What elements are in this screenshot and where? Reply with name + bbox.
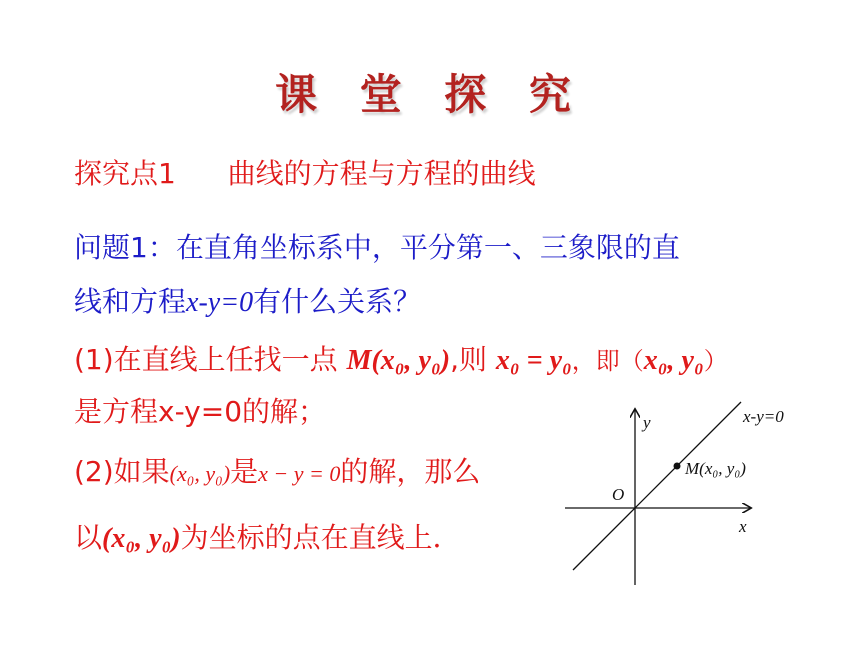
part1-line-2: 是方程x-y=0的解； bbox=[74, 395, 327, 428]
part2-pair: (x₀, y₀) bbox=[169, 461, 231, 486]
line-label: x-y=0 bbox=[743, 407, 784, 426]
part1-mid2: ，即（ bbox=[571, 347, 644, 375]
section-heading bbox=[74, 152, 536, 192]
coordinate-graph bbox=[565, 400, 815, 590]
origin-label: O bbox=[612, 485, 625, 504]
question-text-c: 有什么关系？ bbox=[253, 285, 422, 318]
part1-pair: x₀, y₀ bbox=[643, 345, 704, 376]
part1-mid: ,则 bbox=[450, 343, 487, 376]
point-m bbox=[674, 463, 681, 470]
point-label: M(x₀, y₀) bbox=[685, 459, 746, 478]
part1-point: M(x₀, y₀) bbox=[346, 345, 451, 376]
section-title: 曲线的方程与方程的曲线 bbox=[227, 157, 536, 190]
diagonal-line bbox=[573, 402, 741, 570]
part2-suffix: 的解，那么 bbox=[340, 455, 481, 488]
question-text-b: 线和方程 bbox=[74, 285, 187, 318]
question-line-2 bbox=[74, 280, 421, 320]
part2-prefix: (2)如果 bbox=[74, 455, 170, 488]
part2-line-1 bbox=[74, 450, 480, 490]
part1-end: ） bbox=[703, 347, 728, 375]
part1-prefix: (1)在直线上任找一点 bbox=[74, 343, 338, 376]
part2-line2-prefix: 以 bbox=[74, 521, 103, 554]
y-axis-label: y bbox=[643, 413, 651, 432]
part2-line2-suffix: 为坐标的点在直线上． bbox=[180, 521, 461, 554]
part1-line-1 bbox=[74, 338, 728, 378]
slide-title: 课 堂 探 究 bbox=[275, 70, 585, 119]
section-label: 探究点1 bbox=[74, 157, 176, 190]
question-text-a: 在直角坐标系中，平分第一、三象限的直 bbox=[175, 231, 680, 264]
question-equation: x-y=0 bbox=[186, 287, 254, 318]
part2-mid: 是 bbox=[230, 455, 259, 488]
part2-equation: x − y = 0 bbox=[258, 461, 341, 486]
x-axis-label: x bbox=[739, 517, 747, 536]
part2-line-2 bbox=[74, 516, 461, 556]
question-line-1 bbox=[74, 226, 680, 266]
part1-relation: x₀ = y₀ bbox=[495, 345, 572, 376]
part2-line2-pair: (x₀, y₀) bbox=[102, 523, 181, 554]
question-label: 问题1： bbox=[74, 231, 176, 264]
